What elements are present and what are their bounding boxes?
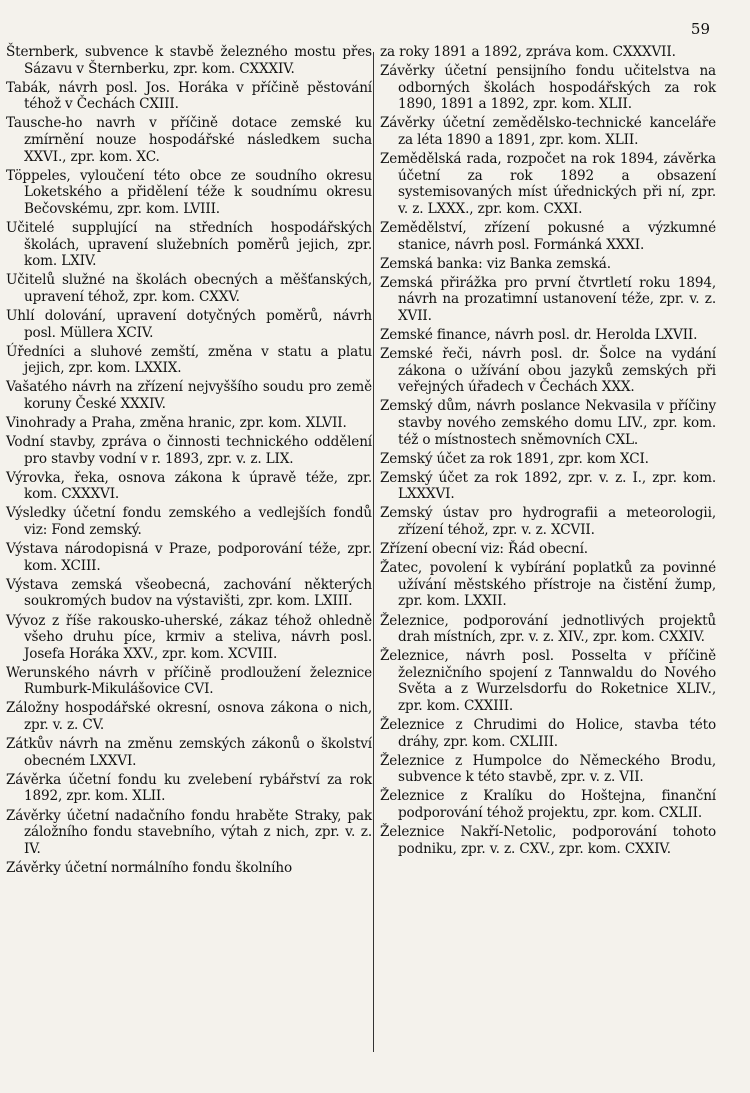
index-entry: Železnice, návrh posl. Posselta v příčině železničního spojení z Tannwaldu do Nového Světa a z Wurzelsdorfu do Roketnice XLIV., zpr. kom. CXXIII.	[380, 648, 716, 714]
index-entry: Úředníci a sluhové zemští, změna v statu a platu jejich, zpr. kom. LXXIX.	[6, 343, 372, 377]
index-entry: Zemský účet za rok 1891, zpr. kom XCI.	[380, 450, 649, 467]
index-entry: Zemský dům, návrh poslance Nekvasila v příčiny stavby nového zemského domu LIV., zpr. kom. též o místnostech sněmovních CXL.	[380, 398, 716, 448]
page-number: 59	[690, 20, 710, 38]
index-entry: Vodní stavby, zpráva o činnosti technického oddělení pro stavby vodní v r. 1893, zpr. v. z. LIX.	[6, 434, 372, 467]
index-entry: Tausche-ho navrh v příčině dotace zemské ku zmírnění nouze hospodářské následkem sucha XXVI., zpr. kom. XC.	[6, 115, 372, 165]
index-entry: Výrovka, řeka, osnova zákona k úpravě téže, zpr. kom. CXXXVI.	[6, 469, 372, 503]
column-divider	[373, 52, 374, 1052]
index-entry: Tabák, návrh posl. Jos. Horáka v příčině pěstování téhož v Čechách CXIII.	[6, 79, 372, 113]
index-entry: Zemědělská rada, rozpočet na rok 1894, závěrka účetní za rok 1892 a obsazení systemisovaných míst úřednických při ní, zpr. v. z. LXXX., zpr. kom. CXXI.	[380, 151, 716, 217]
index-entry: Závěrky účetní nadačního fondu hraběte Straky, pak záložního fondu stavebního, výtah z nich, zpr. v. z. IV.	[6, 807, 372, 857]
index-entry: Výsledky účetní fondu zemského a vedlejších fondů viz: Fond zemský.	[6, 505, 372, 539]
index-entry: Zemská přirážka pro první čtvrtletí roku 1894, návrh na prozatimní ustanovení téže, zpr. v. z. XVII.	[380, 274, 716, 324]
index-entry: Závěrky účetní zemědělsko-technické kanceláře za léta 1890 a 1891, zpr. kom. XLII.	[380, 115, 716, 148]
index-entry: Vývoz z říše rakousko-uherské, zákaz téhož ohledně všeho druhu píce, krmiv a steliva, návrh posl. Josefa Horáka XXV., zpr. kom. XCVIII.	[6, 612, 372, 662]
index-column-left	[6, 44, 372, 879]
index-entry: Závěrka účetní fondu ku zvelebení rybářství za rok 1892, zpr. kom. XLII.	[6, 771, 372, 805]
index-entry: Učitelů služné na školách obecných a měšťanských, upravení téhož, zpr. kom. CXXV.	[6, 272, 372, 305]
index-entry: Železnice Nakří-Netolic, podporování tohoto podniku, zpr. v. z. CXV., zpr. kom. CXXIV.	[380, 824, 716, 857]
index-entry: Zemské řeči, návrh posl. dr. Šolce na vydání zákona o užívání obou jazyků zemských při veřejných úřadech v Čechách XXX.	[380, 346, 716, 396]
index-entry: Výstava zemská všeobecná, zachování některých soukromých budov na výstavišti, zpr. kom. LXIII.	[6, 576, 372, 610]
index-column-right	[380, 44, 716, 860]
index-entry: Zemědělství, zřízení pokusné a výzkumné stanice, návrh posl. Formánká XXXI.	[380, 219, 716, 253]
index-entry: Závěrky účetní pensijního fondu učitelstva na odborných školách hospodářských za rok 1890, 1891 a 1892, zpr. kom. XLII.	[380, 63, 716, 113]
index-entry: Uhlí dolování, upravení dotyčných poměrů, návrh posl. Müllera XCIV.	[6, 307, 372, 341]
index-entry: Železnice z Kralíku do Hoštejna, finanční podporování téhož projektu, zpr. kom. CXLII.	[380, 788, 716, 822]
index-entry: Železnice z Humpolce do Německého Brodu, subvence k této stavbě, zpr. v. z. VII.	[380, 752, 716, 786]
index-entry: Železnice z Chrudimi do Holice, stavba této dráhy, zpr. kom. CXLIII.	[380, 717, 716, 750]
index-entry: Zemské finance, návrh posl. dr. Herolda LXVII.	[380, 327, 698, 343]
index-entry: Železnice, podporování jednotlivých projektů drah místních, zpr. v. z. XIV., zpr. kom. CXXIV.	[380, 612, 716, 646]
index-entry: Výstava národopisná v Praze, podporování téže, zpr. kom. XCIII.	[6, 541, 372, 574]
index-entry: Zřízení obecní viz: Řád obecní.	[380, 541, 588, 558]
index-entry: Töppeles, vyloučení této obce ze soudního okresu Loketského a přidělení téže k soudnímu okresu Bečovskému, zpr. kom. LVIII.	[6, 167, 372, 217]
index-entry: Vašatého návrh na zřízení nejvyššího soudu pro země koruny České XXXIV.	[6, 379, 372, 412]
index-entry: Zemský účet za rok 1892, zpr. v. z. I., zpr. kom. LXXXVI.	[380, 469, 716, 503]
index-entry: Záložny hospodářské okresní, osnova zákona o nich, zpr. v. z. CV.	[6, 700, 372, 734]
index-entry: Šternberk, subvence k stavbě železného mostu přes Sázavu v Šternberku, zpr. kom. CXXXIV.	[6, 44, 372, 77]
index-entry: Učitelé supplující na středních hospodářských školách, upravení služebních poměrů jejich, zpr. kom. LXIV.	[6, 219, 372, 270]
index-entry: Zemská banka: viz Banka zemská.	[380, 255, 611, 272]
index-entry: za roky 1891 a 1892, zpráva kom. CXXXVII.	[380, 44, 676, 60]
index-entry: Werunského návrh v příčině prodloužení železnice Rumburk-Mikulášovice CVI.	[6, 664, 372, 698]
index-entry: Žatec, povolení k vybírání poplatků za povinné užívání městského přístroje na čistění žump, zpr. kom. LXXII.	[380, 560, 716, 610]
index-entry: Zemský ústav pro hydrografii a meteorologii, zřízení téhož, zpr. v. z. XCVII.	[380, 505, 716, 539]
index-entry: Vinohrady a Praha, změna hranic, zpr. kom. XLVII.	[6, 414, 347, 431]
index-entry: Zátkův návrh na změnu zemských zákonů o školství obecném LXXVI.	[6, 736, 372, 769]
index-entry: Závěrky účetní normálního fondu školního	[6, 859, 292, 876]
